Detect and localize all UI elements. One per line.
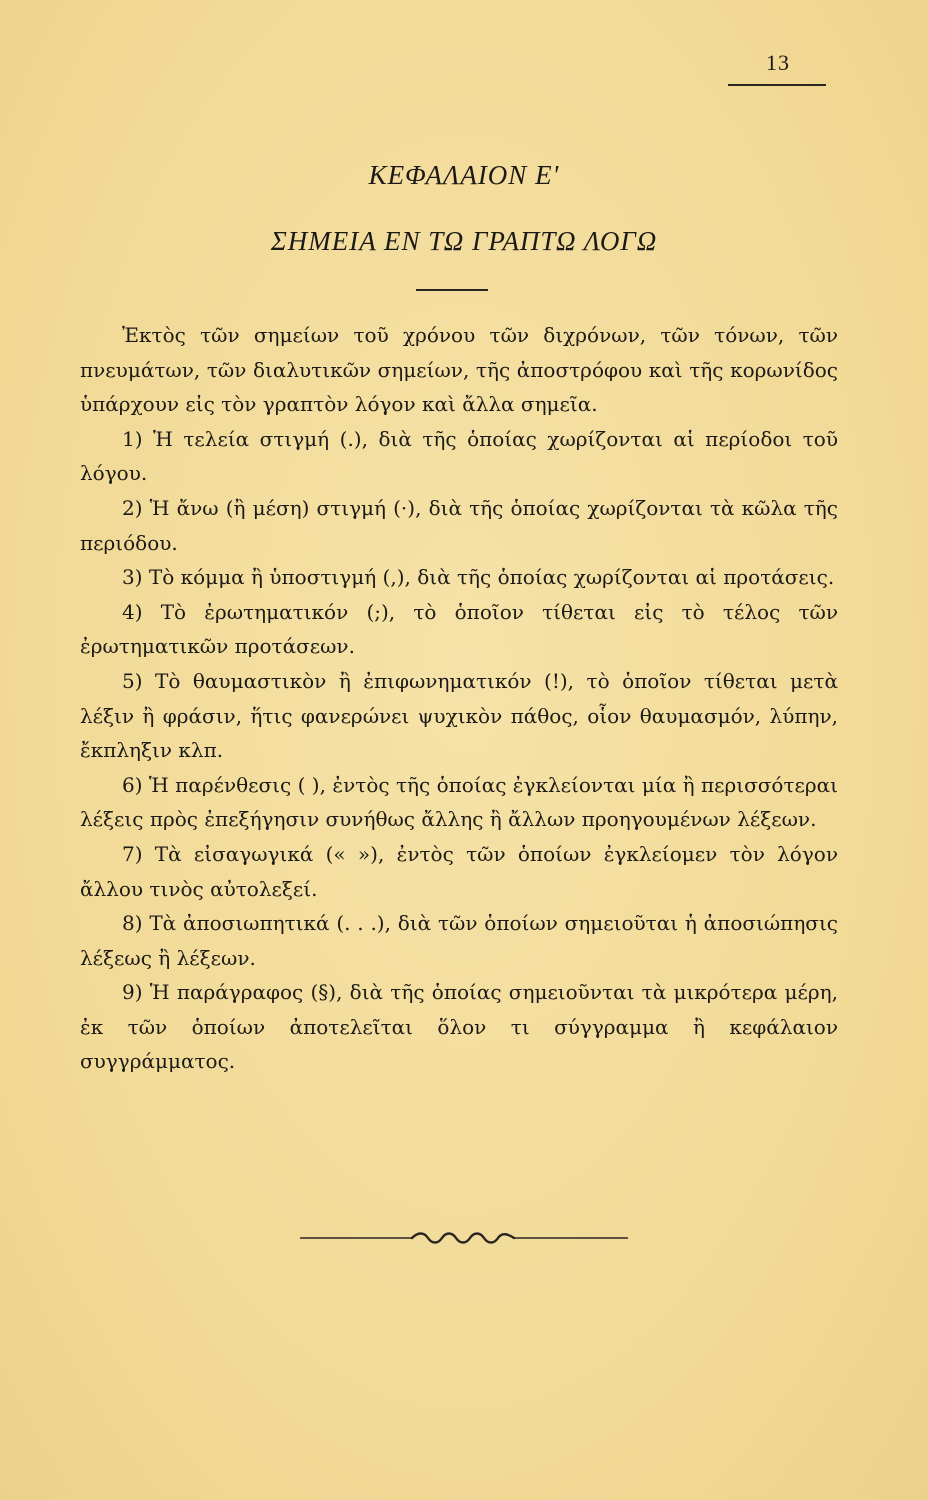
chapter-title: ΚΕΦΑΛΑΙΟΝ Ε': [368, 160, 560, 190]
paragraph-item-5: 5) Τὸ θαυμαστικὸν ἢ ἐπιφωνηματικόν (!), τὸ ὁποῖον τίθεται μετὰ λέξιν ἢ φράσιν, ἥτις φανερώνει ψυχικὸν πάθος, οἷον θαυμασμόν, λύπην, ἔκπληξιν κλπ.: [80, 668, 838, 763]
chapter-subtitle: ΣΗΜΕΙΑ ΕΝ ΤΩ ΓΡΑΠΤΩ ΛΟΓΩ: [270, 226, 658, 256]
paragraph-item-7: 7) Τὰ εἰσαγωγικά (« »), ἐντὸς τῶν ὁποίων ἐγκλείομεν τὸν λόγον ἄλλου τινὸς αὐτολεξεί.: [80, 841, 838, 901]
paragraph-item-1: 1) Ἡ τελεία στιγμή (.), διὰ τῆς ὁποίας χωρίζονται αἱ περίοδοι τοῦ λόγου.: [80, 426, 838, 486]
paragraph-item-3: 3) Τὸ κόμμα ἢ ὑποστιγμή (,), διὰ τῆς ὁποίας χωρίζονται αἱ προτάσεις.: [122, 565, 835, 590]
paragraph-intro: Ἐκτὸς τῶν σημείων τοῦ χρόνου τῶν διχρόνων, τῶν τόνων, τῶν πνευμάτων, τῶν διαλυτικῶν σημείων, τῆς ἀποστρόφου καὶ τῆς κορωνίδος ὑπάρχουν εἰς τὸν γραπτὸν λόγον καὶ ἄλλα σημεῖα.: [80, 323, 838, 417]
paragraph-item-4: 4) Τὸ ἐρωτηματικόν (;), τὸ ὁποῖον τίθεται εἰς τὸ τέλος τῶν ἐρωτηματικῶν προτάσεων.: [80, 599, 838, 659]
body-text: [80, 318, 838, 1079]
page-number: 13: [766, 50, 790, 75]
paragraph-item-8: 8) Τὰ ἀποσιωπητικά (. . .), διὰ τῶν ὁποίων σημειοῦται ἡ ἀποσιώπησις λέξεως ἢ λέξεων.: [80, 911, 838, 970]
end-ornament: [300, 1228, 628, 1248]
title-divider: [416, 289, 488, 291]
paragraph-item-9: 9) Ἡ παράγραφος (§), διὰ τῆς ὁποίας σημειοῦνται τὰ μικρότερα μέρη, ἐκ τῶν ὁποίων ἀποτελεῖται ὅλον τι σύγγραμμα ἢ κεφάλαιον συγγράμματος.: [80, 980, 838, 1074]
paragraph-item-2: 2) Ἡ ἄνω (ἢ μέση) στιγμή (·), διὰ τῆς ὁποίας χωρίζονται τὰ κῶλα τῆς περιόδου.: [80, 495, 838, 555]
page-number-rule: [728, 84, 826, 86]
paragraph-item-6: 6) Ἡ παρένθεσις ( ), ἐντὸς τῆς ὁποίας ἐγκλείονται μία ἢ περισσότεραι λέξεις πρὸς ἐπεξήγησιν συνήθως ἄλλης ἢ ἄλλων προηγουμένων λέξεων.: [80, 772, 838, 832]
